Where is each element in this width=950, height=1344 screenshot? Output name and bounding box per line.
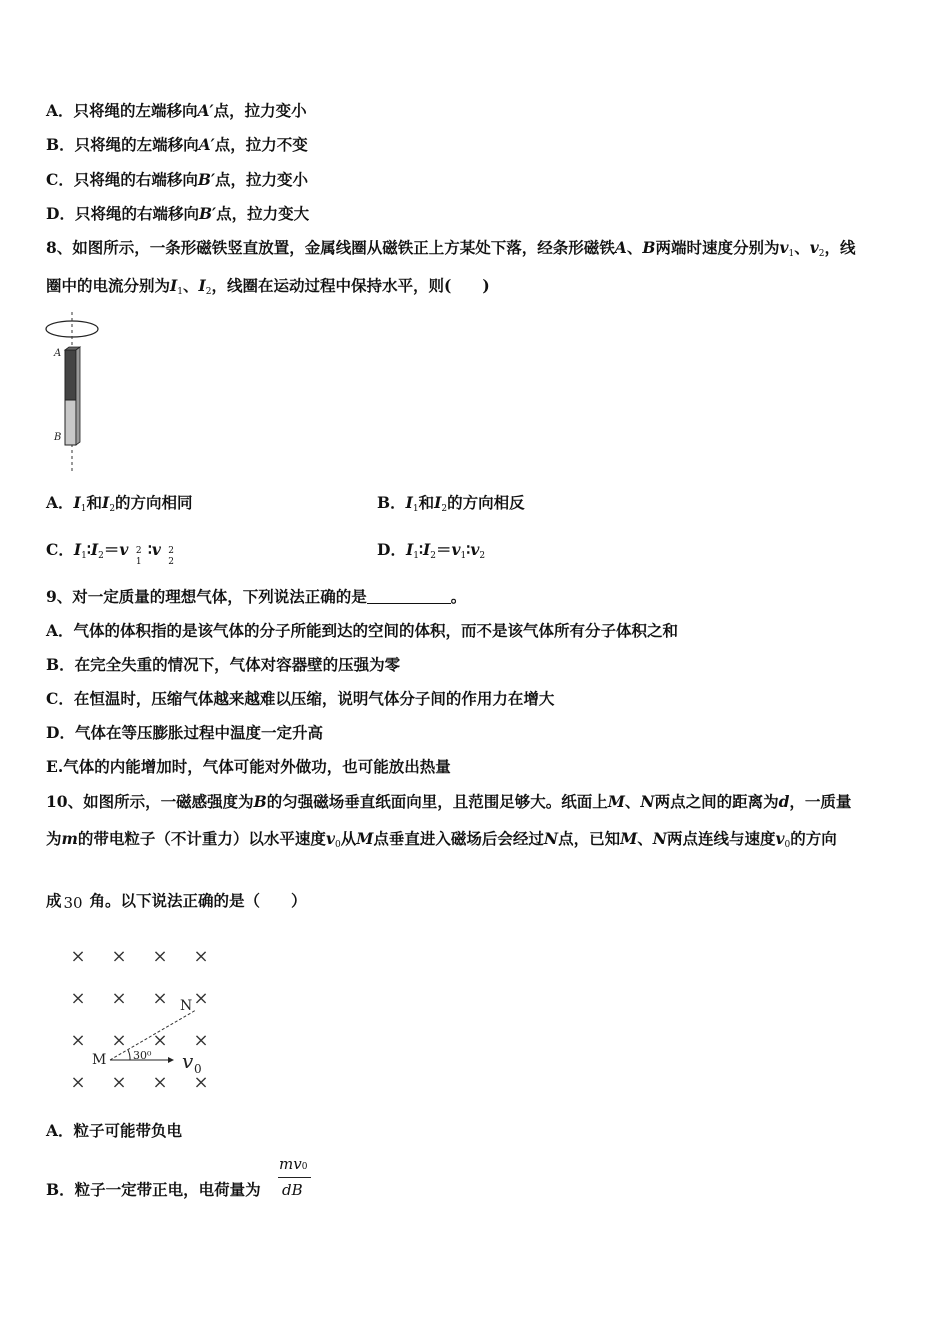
q7-option-c: C．只将绳的右端移向B′点，拉力变小 [46,170,309,189]
q8-stem-line2: 圈中的电流分别为$I_1$、$I_2$，线圈在运动过程中保持水平，则( ) [46,276,490,297]
magnet-coil-figure [40,312,110,474]
cross: × [152,988,168,1009]
q10-stem-line2: 为m的带电粒子（不计重力）以水平速度$v_0$从M点垂直进入磁场后会经过N点，已知M、N两点连线与速度$v_0$的方向 [46,829,837,850]
cross: × [70,1030,86,1051]
v0-label: v [182,1049,194,1073]
angle-arc [128,1050,130,1060]
v0-sub: 0 [194,1062,202,1076]
q9-option-b: B．在完全失重的情况下，气体对容器壁的压强为零 [46,655,401,674]
fraction: mv0 dB [278,1155,312,1203]
q8-option-c: C．$I_1∶I_2=v$ 2 1 ∶v 2 2 [46,540,175,567]
q7-option-b: B．只将绳的左端移向A′点，拉力不变 [46,135,308,154]
cross: × [193,946,209,967]
q10-stem-line3: 成 30 角。以下说法正确的是（ ） [46,891,307,912]
cross: × [193,1030,209,1051]
cross: × [70,1072,86,1093]
cross: × [152,946,168,967]
label-b: B [54,432,62,443]
q10-option-b: B．粒子一定带正电，电荷量为 [46,1180,261,1199]
q7-option-d: D．只将绳的右端移向B′点，拉力变大 [46,204,310,223]
magnet-bottom-half [65,400,76,445]
q10-stem-line1: 10、如图所示，一磁感强度为B的匀强磁场垂直纸面向里，且范围足够大。纸面上M、N两点之间的距离为d，一质量 [46,792,852,811]
label-n: N [180,998,193,1014]
label-a: A [54,348,62,359]
cross: × [70,988,86,1009]
q9-option-c: C．在恒温时，压缩气体越来越难以压缩，说明气体分子间的作用力在增大 [46,689,555,708]
arrow-head [168,1057,174,1063]
magnetic-field-figure [60,940,230,1100]
magnet-top-half [65,350,76,400]
q8-stem-line1: 8、如图所示，一条形磁铁竖直放置，金属线圈从磁铁正上方某处下落，经条形磁铁A、B两端时速度分别为$v_1$、$v_2$，线 [46,238,856,259]
q8-option-d: D．$I_1∶I_2=v_1∶v_2$ [377,540,486,561]
q7-option-a: A．只将绳的左端移向A′点，拉力变小 [46,101,307,120]
q8-option-b: B．$I_1$和$I_2$的方向相反 [377,493,525,514]
q10-option-a: A．粒子可能带负电 [46,1121,183,1140]
cross: × [152,1072,168,1093]
q9-option-a: A．气体的体积指的是该气体的分子所能到达的空间的体积，而不是该气体所有分子体积之和 [46,621,679,640]
q9-option-e: E.气体的内能增加时，气体可能对外做功，也可能放出热量 [46,757,451,776]
cross: × [111,946,127,967]
cross: × [111,988,127,1009]
cross: × [111,1072,127,1093]
q8-option-a: A．$I_1$和$I_2$的方向相同 [46,493,193,514]
coil [46,321,98,337]
cross: × [152,1030,168,1051]
cross: × [70,946,86,967]
q9-option-d: D．气体在等压膨胀过程中温度一定升高 [46,723,323,742]
answer-blank [367,589,451,604]
cross: × [111,1030,127,1051]
angle-label: 30⁰ [133,1049,152,1062]
cross: × [193,988,209,1009]
cross: × [193,1072,209,1093]
label-m: M [92,1052,107,1068]
q9-stem: 9、对一定质量的理想气体，下列说法正确的是 。 [46,587,467,606]
